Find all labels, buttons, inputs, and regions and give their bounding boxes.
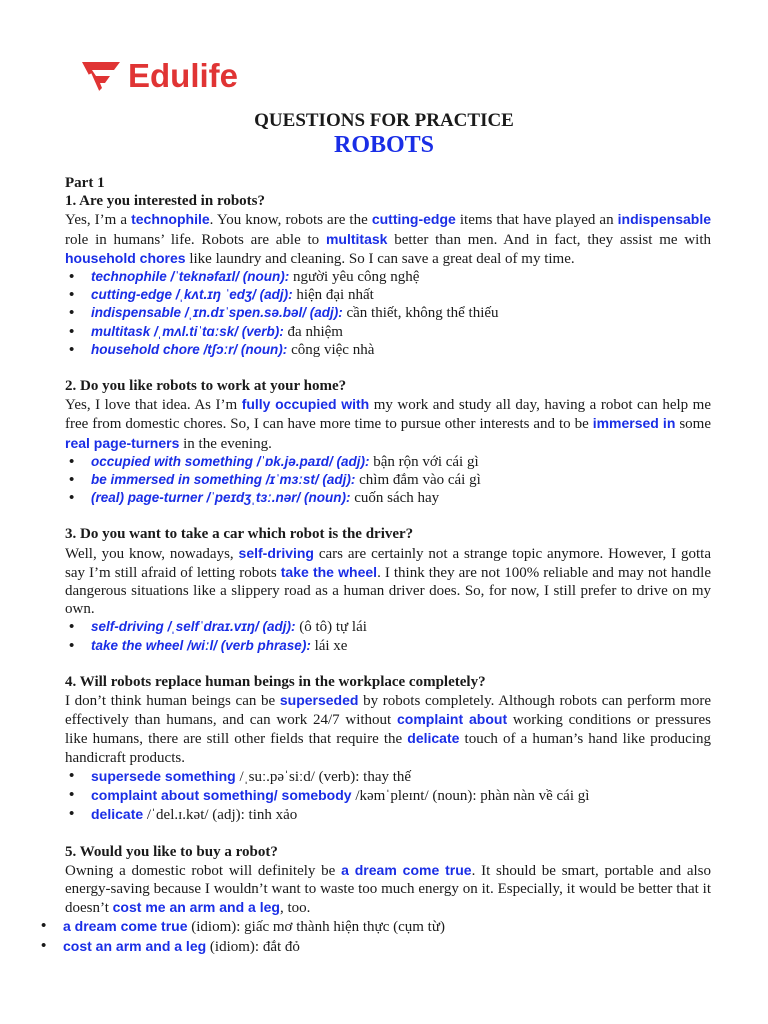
answer-text: . It should be smart, portable and also energy-saving because I wouldn’t want to waste too much energy on it. Especially, it would be better that it doesn’t [65, 862, 711, 917]
vocab-meaning: cần thiết, không thể thiếu [342, 305, 499, 322]
vocab-item [91, 786, 711, 805]
answer-text: working conditions or pressures like humans, there are still other fields that require the [65, 712, 711, 748]
answer-text: touch of a human’s hand like producing handicraft products. [65, 731, 711, 766]
answer-text: , too. [279, 900, 311, 917]
question-3: 3. Do you want to take a car which robot is the driver? [65, 526, 414, 543]
vocab-list-4 [65, 767, 711, 825]
highlighted-term: superseded [279, 692, 359, 709]
vocab-term: take the wheel /wiːl/ (verb phrase): [91, 637, 311, 653]
vocab-item [91, 471, 711, 489]
edulife-logo-icon [80, 58, 122, 94]
vocab-meaning: công việc nhà [287, 341, 375, 358]
answer-text: role in humans’ life. Robots are able to [65, 231, 326, 248]
vocab-list-3 [65, 618, 711, 654]
vocab-item [91, 304, 711, 322]
vocab-term: multitask /ˌmʌl.tiˈtɑːsk/ (verb): [91, 323, 284, 339]
highlighted-term: immersed in [592, 415, 676, 432]
highlighted-term: technophile [131, 211, 210, 228]
page-title: QUESTIONS FOR PRACTICE [254, 110, 514, 131]
answer-1 [65, 210, 711, 268]
answer-text: in the evening. [179, 435, 272, 452]
highlighted-term: take the wheel [280, 563, 378, 580]
brand-name: Edulife [128, 57, 239, 94]
vocab-term: a dream come true [63, 918, 188, 935]
answer-text: I don’t think human beings can be [65, 693, 280, 710]
vocab-meaning: (idiom): giấc mơ thành hiện thực (cụm từ) [187, 919, 445, 936]
answer-text: some [675, 416, 711, 433]
answer-text: cars are certainly not a strange topic anymore. However, I gotta say I’m still afraid of letting robots [65, 545, 711, 581]
vocab-item [91, 453, 711, 471]
vocab-term: cost an arm and a leg [63, 937, 207, 954]
answer-text: better than men. And in fact, they assist me with [387, 231, 711, 248]
answer-text: Well, you know, nowadays, [65, 545, 239, 562]
question-4: 4. Will robots replace human beings in the workplace completely? [65, 673, 486, 690]
vocab-meaning: lái xe [310, 637, 348, 654]
vocab-item [91, 268, 711, 286]
question-5: 5. Would you like to buy a robot? [65, 843, 278, 860]
vocab-list-1 [65, 268, 711, 359]
vocab-meaning: (idiom): đắt đỏ [206, 938, 300, 955]
vocab-item [91, 286, 711, 304]
vocab-term: be immersed in something /ɪˈmɜːst/ (adj): [91, 472, 356, 488]
vocab-meaning: hiện đại nhất [292, 287, 374, 304]
answer-text: my work and study all day, having a robot can help me free from domestic chores. So, I can have more time to pursue other interests and to be [65, 397, 712, 433]
vocab-term: occupied with something /ˈɒk.jə.paɪd/ (adj): [91, 453, 370, 469]
vocab-term: delicate [91, 806, 144, 823]
highlighted-term: fully occupied with [241, 396, 370, 413]
answer-text: Yes, I love that idea. As I’m [65, 397, 242, 414]
vocab-item [63, 917, 711, 936]
vocab-item [91, 323, 711, 341]
vocab-term: household chore /tʃɔːr/ (noun): [91, 341, 288, 357]
edulife-logo [80, 56, 238, 96]
vocab-meaning: /ˌsuː.pəˈsiːd/ (verb): thay thế [235, 768, 412, 785]
highlighted-term: self-driving [238, 544, 314, 561]
highlighted-term: multitask [325, 230, 388, 247]
vocab-item [91, 637, 711, 655]
vocab-meaning: người yêu công nghệ [289, 269, 420, 286]
answer-5 [65, 861, 711, 918]
vocab-term: cutting-edge /ˌkʌt.ɪŋ ˈedʒ/ (adj): [91, 287, 293, 303]
answer-text: by robots completely. Although robots can perform more effectively than humans, and can work 24/7 without [65, 693, 711, 729]
vocab-term: indispensable /ˌɪn.dɪˈspen.sə.bəl/ (adj): [91, 305, 343, 321]
highlighted-term: complaint about [397, 711, 508, 728]
question-2: 2. Do you like robots to work at your home? [65, 378, 347, 395]
vocab-meaning: đa nhiệm [283, 323, 343, 340]
answer-3 [65, 544, 711, 619]
answer-text: items that have played an [455, 212, 618, 229]
vocab-list-5 [37, 917, 711, 955]
vocab-meaning: chìm đắm vào cái gì [355, 472, 481, 489]
highlighted-term: cutting-edge [371, 211, 456, 228]
vocab-item [91, 805, 711, 824]
vocab-term: technophile /ˈteknəfaɪl/ (noun): [91, 269, 290, 285]
vocab-item [63, 937, 711, 956]
vocab-item [91, 341, 711, 359]
part-label: Part 1 [65, 175, 105, 191]
page-subtitle: ROBOTS [333, 132, 435, 158]
highlighted-term: indispensable [617, 211, 711, 228]
document-body [65, 174, 711, 956]
answer-text: . I think they are not 100% reliable and may not handle dangerous situations like a slippery road as a human driver does. So, for now, I still prefer to drive on my own. [65, 564, 712, 618]
answer-4 [65, 691, 711, 767]
question-1: 1. Are you interested in robots? [65, 193, 266, 210]
answer-2 [65, 395, 711, 453]
vocab-meaning: /kəmˈpleɪnt/ (noun): phàn nàn về cái gì [351, 788, 590, 805]
highlighted-term: household chores [65, 249, 186, 266]
vocab-meaning: /ˈdel.ɪ.kət/ (adj): tinh xảo [143, 807, 298, 824]
highlighted-term: cost me an arm and a leg [112, 899, 280, 916]
highlighted-term: real page-turners [65, 434, 180, 451]
vocab-item [91, 767, 711, 786]
highlighted-term: a dream come true [341, 861, 472, 878]
answer-text: . You know, robots are the [209, 212, 372, 229]
vocab-meaning: cuốn sách hay [350, 490, 440, 507]
vocab-meaning: (ô tô) tự lái [295, 619, 367, 636]
answer-text: Yes, I’m a [65, 212, 132, 229]
vocab-term: complaint about something/ somebody [91, 787, 352, 804]
vocab-item [91, 618, 711, 636]
vocab-meaning: bận rộn với cái gì [369, 453, 479, 470]
vocab-term: (real) page-turner /ˈpeɪdʒˌtɜː.nər/ (noun): [91, 490, 351, 506]
answer-text: Owning a domestic robot will definitely be [65, 862, 342, 879]
answer-text: like laundry and cleaning. So I can save a great deal of my time. [185, 250, 575, 267]
vocab-list-2 [65, 453, 711, 508]
vocab-item [91, 489, 711, 507]
highlighted-term: delicate [407, 730, 460, 747]
vocab-term: supersede something [91, 767, 236, 784]
vocab-term: self-driving /ˌselfˈdraɪ.vɪŋ/ (adj): [91, 619, 296, 635]
